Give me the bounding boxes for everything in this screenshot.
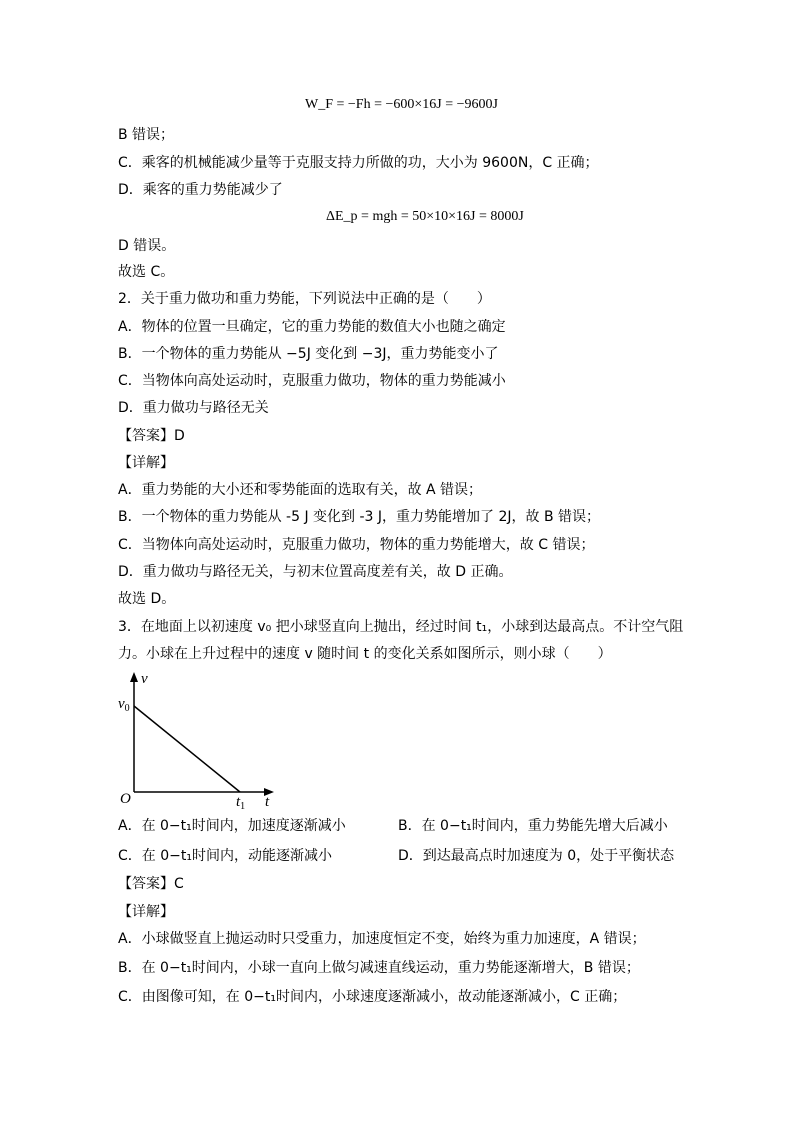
- q3-explain-c: C．由图像可知，在 0−t₁时间内，小球速度逐渐减小，故动能逐渐减小，C 正确；: [118, 989, 627, 1005]
- q3-option-b: B．在 0−t₁时间内，重力势能先增大后减小: [398, 818, 668, 834]
- q3-explain-a: A．小球做竖直上抛运动时只受重力，加速度恒定不变，始终为重力加速度，A 错误；: [118, 931, 646, 947]
- q3-explain-b: B．在 0−t₁时间内，小球一直向上做匀减速直线运动，重力势能逐渐增大，B 错误；: [118, 960, 640, 976]
- graph-t1-label: $t_1$: [236, 794, 246, 810]
- text-line: D 错误。: [118, 238, 176, 254]
- q2-conclusion: 故选 D。: [118, 591, 176, 607]
- q2-option-d: D．重力做功与路径无关: [118, 400, 269, 416]
- q3-option-a: A．在 0−t₁时间内，加速度逐渐减小: [118, 818, 346, 834]
- graph-velocity-line: [134, 706, 240, 792]
- q2-explain-d: D．重力做功与路径无关，与初末位置高度差有关，故 D 正确。: [118, 564, 513, 580]
- q3-answer: 【答案】C: [118, 876, 184, 892]
- q2-stem: 2．关于重力做功和重力势能，下列说法中正确的是（ ）: [118, 291, 491, 307]
- q3-option-d: D．到达最高点时加速度为 0，处于平衡状态: [398, 848, 675, 864]
- graph-v0-label: $v_0$: [118, 696, 130, 714]
- velocity-time-graph: [112, 670, 292, 810]
- q3-explain-title: 【详解】: [118, 904, 174, 920]
- graph-y-arrow: [130, 672, 138, 682]
- q3-stem-line2: 力。小球在上升过程中的速度 v 随时间 t 的变化关系如图所示，则小球（ ）: [118, 646, 612, 662]
- q2-answer: 【答案】D: [118, 428, 185, 444]
- q3-stem-line1: 3．在地面上以初速度 v₀ 把小球竖直向上抛出，经过时间 t₁，小球到达最高点。不计空气阻: [118, 619, 684, 635]
- q2-explain-b: B．一个物体的重力势能从 -5 J 变化到 -3 J，重力势能增加了 2J，故 B 错误；: [118, 509, 601, 525]
- text-line: B 错误；: [118, 127, 175, 143]
- text-line: 故选 C。: [118, 264, 175, 280]
- graph-y-label: v: [141, 671, 148, 687]
- q2-explain-a: A．重力势能的大小还和零势能面的选取有关，故 A 错误；: [118, 482, 483, 498]
- q2-explain-title: 【详解】: [118, 455, 174, 471]
- q2-option-c: C．当物体向高处运动时，克服重力做功，物体的重力势能减小: [118, 373, 506, 389]
- q2-option-b: B．一个物体的重力势能从 −5J 变化到 −3J，重力势能变小了: [118, 346, 499, 362]
- q2-explain-c: C．当物体向高处运动时，克服重力做功，物体的重力势能增大，故 C 错误；: [118, 537, 595, 553]
- q2-option-a: A．物体的位置一旦确定，它的重力势能的数值大小也随之确定: [118, 319, 506, 335]
- text-line: C．乘客的机械能减少量等于克服支持力所做的功，大小为 9600N，C 正确；: [118, 155, 599, 171]
- equation-work: W_F = −Fh = −600×16J = −9600J: [305, 97, 498, 112]
- q3-option-c: C．在 0−t₁时间内，动能逐渐减小: [118, 848, 332, 864]
- text-line: D．乘客的重力势能减少了: [118, 182, 283, 198]
- equation-potential-energy: ΔE_p = mgh = 50×10×16J = 8000J: [326, 209, 524, 224]
- graph-origin-label: O: [120, 791, 131, 807]
- graph-x-label: t: [265, 794, 270, 810]
